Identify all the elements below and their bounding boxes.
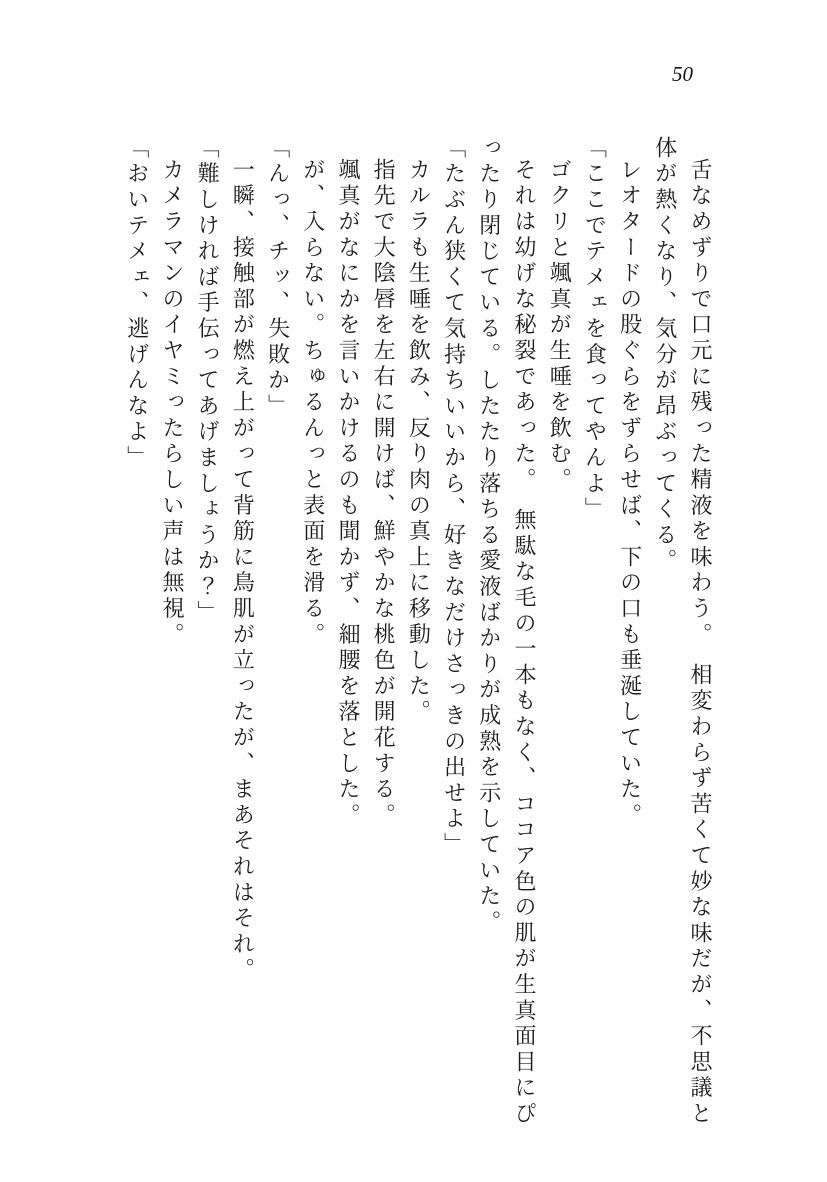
paragraph-1: 舌なめずりで口元に残った精液を味わう。 相変わらず苦くて妙な味だが、不思議と体が熱くなり、気分が昂ぶってくる。 <box>651 136 712 1128</box>
paragraph-8: 指先で大陰唇を左右に開けば、鮮やかな桃色が開花する。 <box>370 158 396 829</box>
paragraph-12: 一瞬、接触部が燃え上がって背筋に鳥肌が立ったが、まあそれはそれ。 <box>229 158 255 984</box>
text-block <box>119 136 717 1150</box>
paragraph-10: が、入らない。ちゅるんっと表面を滑る。 <box>299 158 325 649</box>
paragraph-15: 「おいテメェ、逃げんなよ」 <box>123 136 149 472</box>
paragraph-7: カルラも生唾を飲み、反り肉の真上に移動した。 <box>405 158 431 726</box>
paragraph-13: 「難しければ手伝ってあげましょうか？」 <box>194 136 220 627</box>
paragraph-5: それは幼げな秘裂であった。 無駄な毛の一本もなく、ココア色の肌が生真面目にぴったり閉じている。したたり落ちる愛液ばかりが成熟を示していた。 <box>475 136 536 1128</box>
paragraph-4: ゴクリと颯真が生唾を飲む。 <box>546 158 572 494</box>
paragraph-9: 颯真がなにかを言いかけるのも聞かず、細腰を落とした。 <box>334 158 360 829</box>
paragraph-14: カメラマンのイヤミったらしい声は無視。 <box>158 158 184 649</box>
paragraph-6: 「たぶん狭くて気持ちいいから、好きなだけさっきの出せよ」 <box>440 136 466 859</box>
paragraph-11: 「んっ、チッ、失敗か」 <box>264 136 290 420</box>
paragraph-2: レオタードの股ぐらをずらせば、下の口も垂涎していた。 <box>616 158 642 829</box>
page-number: 50 <box>672 62 693 86</box>
paragraph-3: 「ここでテメェを食ってやんよ」 <box>581 136 607 523</box>
